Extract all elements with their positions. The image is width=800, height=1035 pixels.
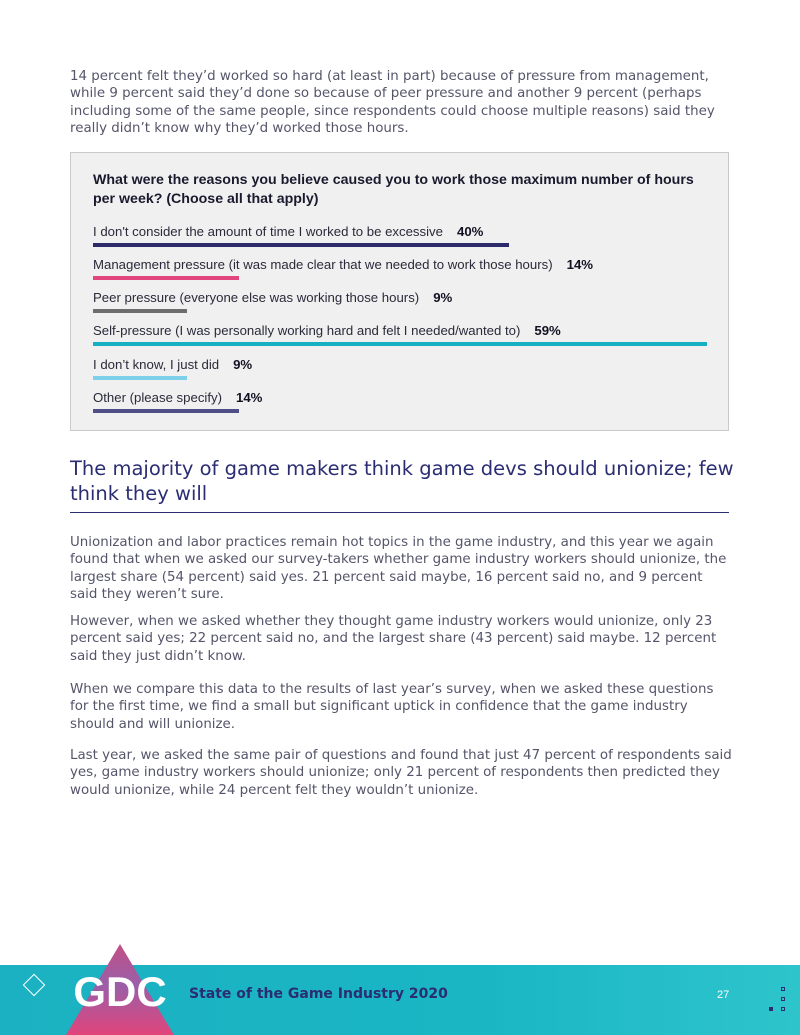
bar-label: Management pressure (it was made clear that we needed to work those hours) 14% [93, 257, 594, 272]
section-divider [70, 512, 729, 513]
bar-value-label: 59% [534, 323, 561, 338]
bar-value-label: 9% [433, 290, 453, 305]
bar-management-pressure [93, 276, 239, 280]
bar-other [93, 409, 239, 413]
survey-chart [70, 152, 729, 431]
page-number: 27 [717, 989, 730, 1001]
section-heading: The majority of game makers think game devs should unionize; few think they will [70, 457, 734, 505]
chart-row [93, 323, 713, 353]
bar-value-label: 14% [236, 390, 263, 405]
bar-label: I don't consider the amount of time I worked to be excessive 40% [93, 224, 484, 239]
gdc-logo [64, 942, 176, 1035]
chart-row [93, 390, 713, 420]
bar-label: Self-pressure (I was personally working hard and felt I needed/wanted to) 59% [93, 323, 561, 338]
chart-title: What were the reasons you believe caused you to work those maximum number of hours per week? (Choose all that apply) [93, 172, 694, 207]
page-nav-squares-icon [768, 987, 792, 1027]
logo-text: GDC [73, 968, 167, 1015]
body-paragraph: Last year, we asked the same pair of questions and found that just 47 percent of respondents said yes, game industry workers should unionize; only 21 percent of respondents then predicted they would unionize, while 24 percent felt they wouldn’t unionize. [70, 748, 732, 798]
bar-peer-pressure [93, 309, 187, 313]
body-paragraph: When we compare this data to the results of last year’s survey, when we asked these questions for the first time, we find a small but significant uptick in confidence that the game industry should and will unionize. [70, 682, 714, 732]
report-title: State of the Game Industry 2020 [189, 986, 448, 1002]
bar-self-pressure [93, 342, 707, 346]
bar-dont-know [93, 376, 187, 380]
bar-not-excessive [93, 243, 509, 247]
bar-label: Peer pressure (everyone else was working those hours) 9% [93, 290, 453, 305]
intro-paragraph: 14 percent felt they’d worked so hard (at least in part) because of pressure from management, while 9 percent said they’d done so because of peer pressure and another 9 percent (perhaps including some of the same people, since respondents could choose multiple reasons) said they really didn’t know why they’d worked those hours. [70, 69, 715, 137]
chart-row [93, 290, 713, 320]
nav-square-icon [781, 1007, 785, 1011]
chart-row [93, 257, 713, 287]
body-paragraph: Unionization and labor practices remain hot topics in the game industry, and this year we again found that when we asked our survey-takers whether game industry workers should unionize, the largest share (54 percent) said yes. 21 percent said maybe, 16 percent said no, and 9 percent said they weren’t sure. [70, 535, 727, 603]
bar-value-label: 9% [233, 357, 253, 372]
nav-square-filled-icon [769, 1007, 773, 1011]
bar-label: Other (please specify) 14% [93, 390, 263, 405]
chart-row [93, 224, 713, 254]
chart-row [93, 357, 713, 387]
nav-square-icon [781, 997, 785, 1001]
body-paragraph: However, when we asked whether they thought game industry workers would unionize, only 23 percent said yes; 22 percent said no, and the largest share (43 percent) said maybe. 12 percent said they just didn’t know. [70, 614, 717, 664]
nav-square-icon [781, 987, 785, 991]
bar-value-label: 14% [566, 257, 594, 272]
bar-value-label: 40% [456, 224, 484, 239]
bar-label: I don’t know, I just did 9% [93, 357, 253, 372]
